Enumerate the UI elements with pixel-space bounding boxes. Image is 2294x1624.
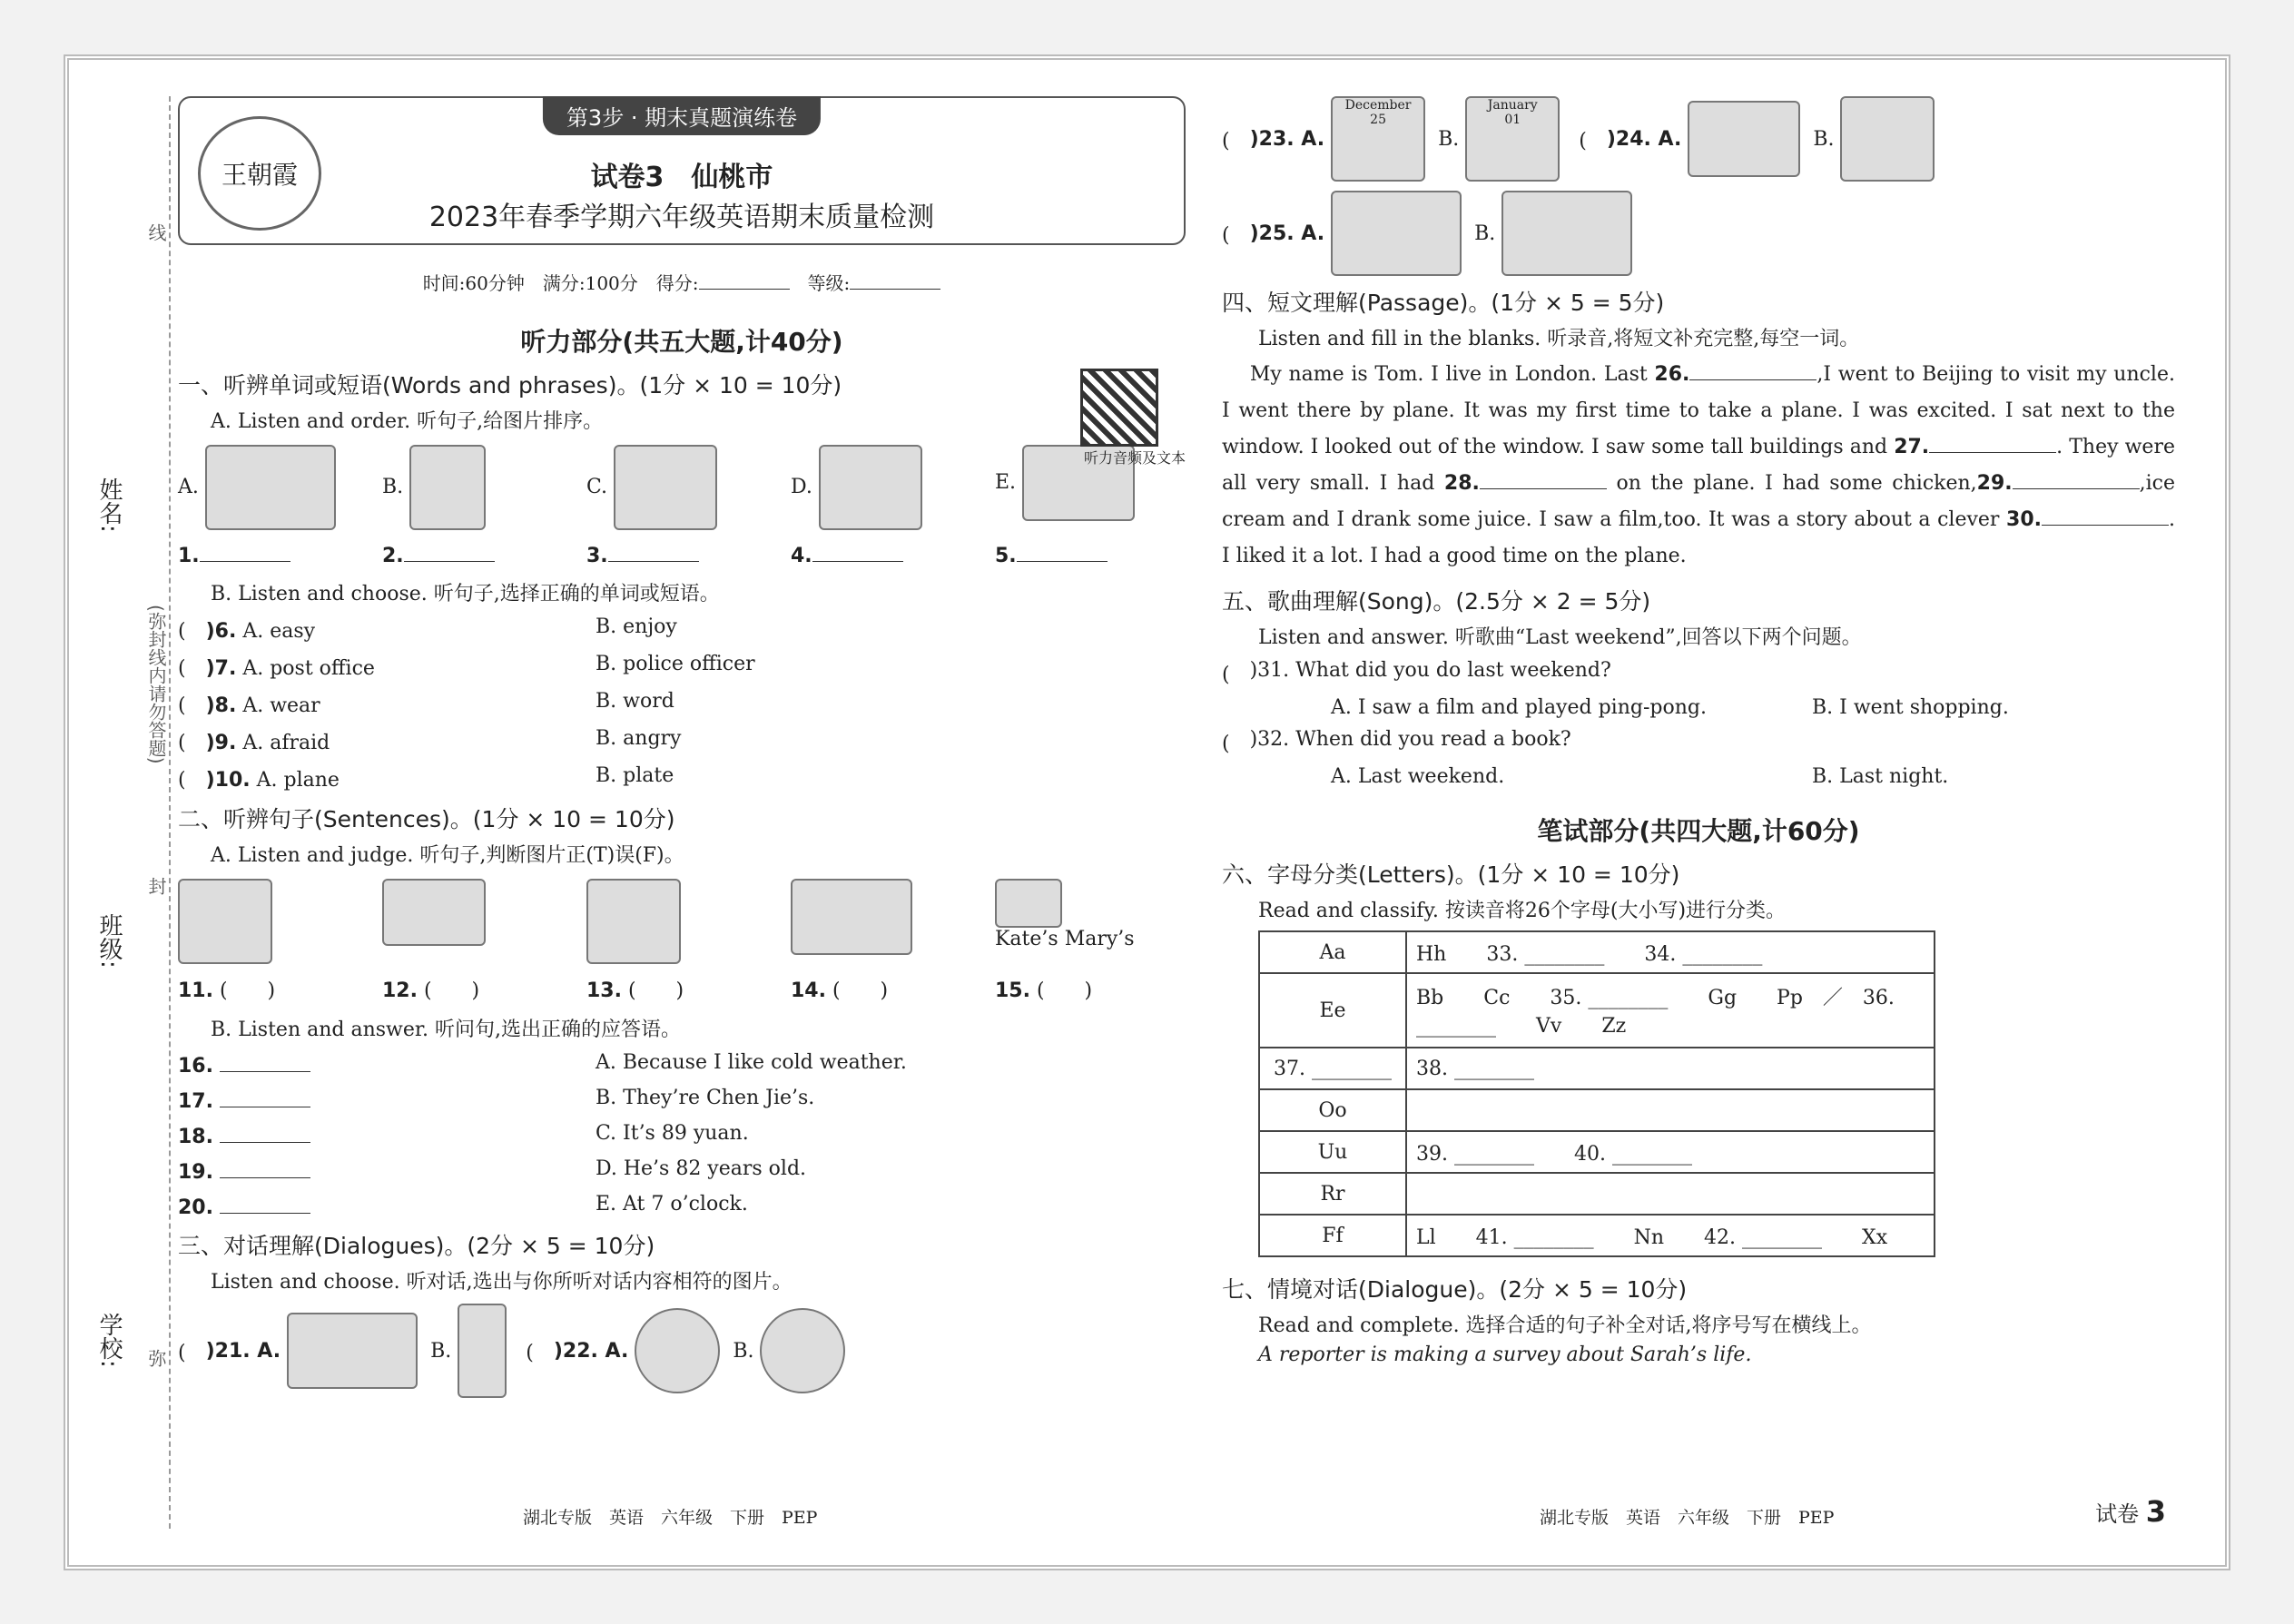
seal-note: (弥封线内请勿答题) bbox=[145, 605, 167, 764]
family-picture bbox=[614, 445, 717, 530]
publisher-logo: 王朝霞 bbox=[198, 116, 321, 231]
instruction: B. Listen and answer. 听问句,选出正确的应答语。 bbox=[211, 1019, 681, 1041]
racket-picture bbox=[409, 445, 486, 530]
qr-code[interactable] bbox=[1080, 369, 1158, 447]
page-number: 试卷 3 bbox=[2095, 1494, 2166, 1529]
scenario-text: A reporter is making a survey about Sarah’s life. bbox=[1258, 1343, 1752, 1366]
section-7-title: 七、情境对话(Dialogue)。(2分 × 5 = 10分) bbox=[1222, 1276, 1688, 1303]
section-1-title: 一、听辨单词或短语(Words and phrases)。(1分 × 10 = 10分) bbox=[178, 372, 842, 399]
bike-picture bbox=[1688, 101, 1800, 177]
cut-mark: 封 bbox=[145, 877, 167, 895]
cut-mark: 弥 bbox=[145, 1349, 167, 1367]
exam-meta: 时间:60分钟 满分:100分 得分: 等级: bbox=[178, 269, 1186, 295]
exam-subtitle: 2023年春季学期六年级英语期末质量检测 bbox=[428, 202, 935, 233]
answer-list: 16. A. Because I like cold weather. 17. B. They’re Chen Jie’s. 18. C. It’s 89 yuan. 19. D. He’s 82 years old. 20. E. At 7 o’clock. bbox=[178, 1051, 907, 1219]
pingpong-picture bbox=[382, 879, 486, 946]
instruction: Read and complete. 选择合适的句子补全对话,将序号写在横线上。 bbox=[1258, 1314, 1872, 1337]
qr-caption: 听力音频及文本 bbox=[1083, 449, 1186, 467]
section-2-title: 二、听辨句子(Sentences)。(1分 × 10 = 10分) bbox=[178, 806, 675, 832]
instruction: Listen and answer. 听歌曲“Last weekend”,回答以下两个问题。 bbox=[1258, 626, 1862, 649]
name-label: 姓名: bbox=[95, 477, 123, 533]
picture-row: A. B. C. D. E. bbox=[178, 445, 1186, 530]
exam-header bbox=[178, 96, 1186, 245]
footer-right: 湖北专版 英语 六年级 下册 PEP bbox=[1540, 1508, 1835, 1528]
exam-sheet bbox=[64, 54, 2230, 1570]
instruction: A. Listen and order. 听句子,给图片排序。 bbox=[211, 410, 604, 433]
listening-title: 听力部分(共五大题,计40分) bbox=[520, 327, 843, 357]
answer-blanks: 1. 2. 3. 4. 5. bbox=[178, 541, 1186, 567]
instruction: Listen and fill in the blanks. 听录音,将短文补充完整,每空一词。 bbox=[1258, 328, 1860, 350]
bus-picture bbox=[287, 1313, 418, 1389]
tv-picture bbox=[791, 879, 912, 955]
clock-b-picture bbox=[760, 1308, 845, 1393]
letters-table: Aa Hh 33. ________ 34. ________ Ee Bb Cc 35. ________ Gg Pp ／ 36. ________ Vv Zz 37. ________ 38. ________ Oo Uu 39. ________ 40. ________ Rr Ff Ll 41. ________ Nn 42. ________ Xx bbox=[1258, 930, 1935, 1257]
exam-title: 试卷3 仙桃市 bbox=[590, 162, 773, 193]
class-label: 班级: bbox=[95, 913, 123, 969]
choice-list: ( )6. A. easy B. enjoy ( )7. A. post office B. police officer ( )8. A. wear B. word ( )9. A. afraid B. angry ( )10. A. plane B. plate bbox=[178, 615, 755, 792]
boy-walking-picture bbox=[458, 1304, 507, 1398]
section-6-title: 六、字母分类(Letters)。(1分 × 10 = 10分) bbox=[1222, 861, 1680, 888]
cut-mark: 线 bbox=[145, 223, 167, 241]
section-3-title: 三、对话理解(Dialogues)。(2分 × 5 = 10分) bbox=[178, 1233, 655, 1259]
fruit-picture bbox=[205, 445, 336, 530]
section-5-title: 五、歌曲理解(Song)。(2.5分 × 2 = 5分) bbox=[1222, 588, 1651, 615]
calendar-january-picture: January 01 bbox=[1465, 96, 1560, 182]
riding-picture bbox=[586, 879, 681, 964]
section-4-title: 四、短文理解(Passage)。(1分 × 5 = 5分) bbox=[1222, 290, 1665, 316]
clock-a-picture bbox=[635, 1308, 720, 1393]
binding-margin bbox=[87, 96, 171, 1529]
picture-row: Kate’s Mary’s bbox=[178, 879, 1186, 964]
left-page: 第3步 · 期末真题演练卷 王朝霞 试卷3 仙桃市 2023年春季学期六年级英语期末质量检测 时间:60分钟 满分:100分 得分: 等级: 听力音频及文本 听力部分(共五大题,计40分) 一、听辨单词或短语(Words and phrases)。(1分 × 10 = 10分) A. Listen and order. 听句子,给图片排序。 A. B. C. D. E. 1. 2. 3. 4. 5. B. Listen and choose. 听句子,选择正确的单词或短语。 ( )6. A. easy B. enjoy ( )7. A. post office B. police officer ( )8. A. wear B. word ( )9. A. afraid B. angry ( )10. A. plane B. plate 二、听辨句子(Sentences)。(1分 × 10 = 10分) A. Listen and judge. 听句子,判断图片正(T)误(F)。 Kate’s Mary’s 11. ( ) 12. ( ) 13. ( ) 14. ( ) 15. ( ) B. Listen and answer. 听问句,选出正确的应答语。 16. A. Because I like cold weather. 17. B. They’re Chen Jie’s. 18. C. It’s 89 yuan. 19. D. He’s 82 years old. 20. E. At 7 o’clock. 三、对话理解(Dialogues)。(2分 × 5 = 10分) Listen and choose. 听对话,选出与你所听对话内容相符的图片。 ( )21. A. B. ( )22. A. B. 湖北专版 英语 六年级 下册 PEP bbox=[178, 96, 1186, 1529]
step-banner: 第3步 · 期末真题演练卷 bbox=[543, 96, 821, 135]
shoes-picture bbox=[995, 879, 1062, 928]
instruction: Listen and choose. 听对话,选出与你所听对话内容相符的图片。 bbox=[211, 1271, 793, 1294]
sofa-reading-picture bbox=[1331, 191, 1462, 276]
instruction: B. Listen and choose. 听句子,选择正确的单词或短语。 bbox=[211, 583, 720, 605]
cleaning-picture bbox=[1501, 191, 1632, 276]
school-label: 学校: bbox=[95, 1313, 123, 1368]
right-page: ( )23. A. December 25 B. January 01 ( )24. A. B. ( )25. A. B. 四、短文理解(Passage)。(1分 × 5 = 5分) Listen and fill in the blanks. 听录音,将短文补充完整,每空一词。 My name is Tom. I live in London. Last 26. ,I went to Beijing to visit my uncle. I went there by plane. It was my first time to take a plane. I was excited. I sat next to the window. I looked out of the window. I saw some tall buildings and 27. . They were all very small. I had 28. on the plane. I had some chicken,29. ,ice cream and I drank some juice. I saw a film,too. It was a story about a clever 30. . I liked it a lot. I had a good time on the plane. 五、歌曲理解(Song)。(2.5分 × 2 = 5分) Listen and answer. 听歌曲“Last weekend”,回答以下两个问题。 ( )31. What did you do last weekend? A. I saw a film and played ping-pong. B. I went shopping. ( )32. When did you read a book? A. Last weekend. B. Last night. 笔试部分(共四大题,计60分) 六、字母分类(Letters)。(1分 × 10 = 10分) Read and classify. 按读音将26个字母(大小写)进行分类。 Aa Hh 33. ________ 34. ________ Ee Bb Cc 35. ________ Gg Pp ／ 36. ________ Vv Zz 37. ________ 38. ________ Oo Uu 39. ________ 40. ________ Rr Ff Ll 41. ________ Nn 42. ________ Xx 七、情境对话(Dialogue)。(2分 × 5 = 10分) Read and complete. 选择合适的句子补全对话,将序号写在横线上。 A reporter is making a survey about Sarah’s life. 湖北专版 英语 六年级 下册 PEP 试卷 3 bbox=[1222, 98, 2176, 1529]
footer-left: 湖北专版 英语 六年级 下册 PEP bbox=[523, 1508, 818, 1528]
newspaper-picture bbox=[1840, 96, 1935, 182]
calendar-december-picture: December 25 bbox=[1331, 96, 1425, 182]
washing-picture bbox=[178, 879, 272, 964]
passage: My name is Tom. I live in London. Last 26. ,I went to Beijing to visit my uncle. I went there by plane. It was my first time to take a plane. I was excited. I sat next to the window. I looked out of the window. I saw some tall buildings and 27. . They were all very small. I had 28. on the plane. I had some chicken,29. ,ice cream and I drank some juice. I saw a film,too. It was a story about a clever 30. . I liked it a lot. I had a good time on the plane. bbox=[1222, 357, 2175, 575]
instruction: Read and classify. 按读音将26个字母(大小写)进行分类。 bbox=[1258, 900, 1787, 922]
hospital-picture bbox=[819, 445, 922, 530]
instruction: A. Listen and judge. 听句子,判断图片正(T)误(F)。 bbox=[211, 844, 684, 867]
writing-title: 笔试部分(共四大题,计60分) bbox=[1537, 816, 1860, 846]
